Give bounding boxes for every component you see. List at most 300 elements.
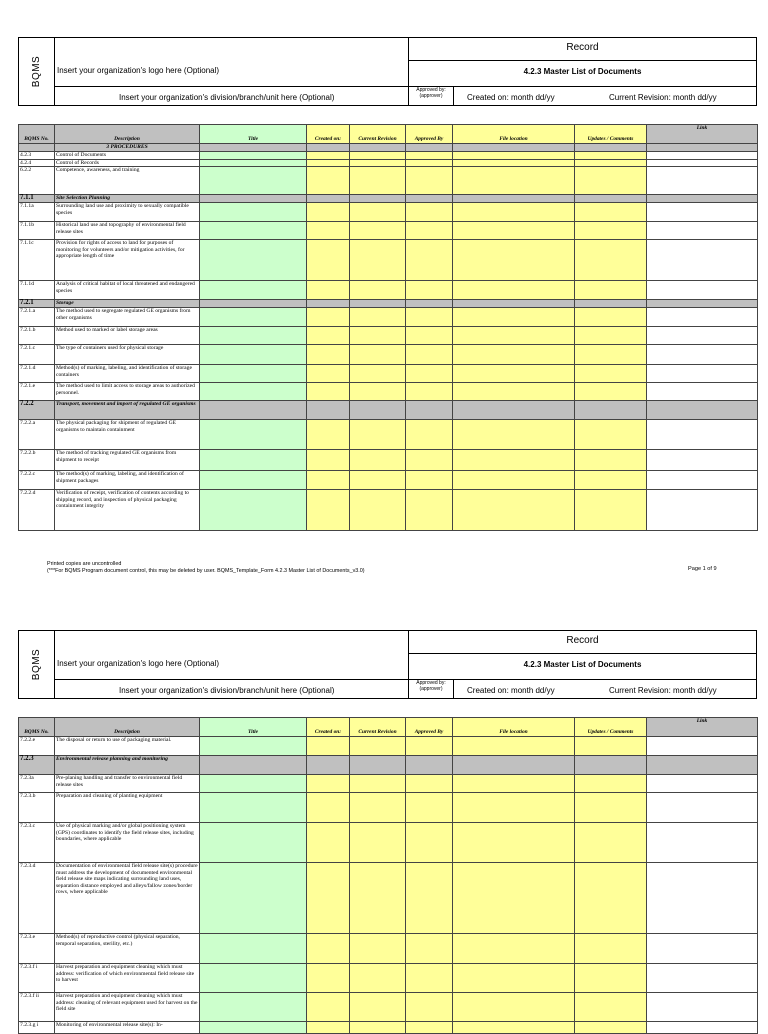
- description-cell: The physical packaging for shipment of regulated GE organisms to maintain containment: [55, 420, 200, 450]
- approved-by-cell[interactable]: [406, 365, 453, 383]
- title-cell[interactable]: [200, 823, 307, 863]
- section-row: [19, 300, 758, 308]
- approved-by-cell[interactable]: [406, 308, 453, 327]
- link-cell[interactable]: [647, 793, 758, 823]
- bqms-number-cell: 6.2.2: [19, 167, 55, 195]
- current-revision-cell[interactable]: [350, 300, 406, 308]
- description-cell: Pre-planing handling and transfer to environmental field release sites: [55, 775, 200, 793]
- title-cell[interactable]: [200, 964, 307, 993]
- updates-comments-cell[interactable]: [575, 144, 647, 152]
- file-location-cell[interactable]: [453, 327, 575, 345]
- updates-comments-header: Updates / Comments: [575, 718, 647, 737]
- approved-by-cell[interactable]: [406, 471, 453, 490]
- table-header-row: [19, 125, 758, 144]
- title-cell[interactable]: [200, 203, 307, 222]
- title-cell[interactable]: [200, 365, 307, 383]
- table-header-row: [19, 718, 758, 737]
- updates-comments-cell[interactable]: [575, 345, 647, 365]
- updates-comments-cell[interactable]: [575, 365, 647, 383]
- current-revision-cell[interactable]: [350, 281, 406, 300]
- current-revision-cell[interactable]: [350, 420, 406, 450]
- description-cell: The method of tracking regulated GE organisms from shipment to receipt: [55, 450, 200, 471]
- current-revision: Current Revision: month dd/yy: [609, 93, 717, 102]
- updates-comments-cell[interactable]: [575, 775, 647, 793]
- file-location-cell[interactable]: [453, 863, 575, 934]
- updates-comments-cell[interactable]: [575, 240, 647, 281]
- updates-comments-cell[interactable]: [575, 222, 647, 240]
- updates-comments-cell[interactable]: [575, 195, 647, 203]
- updates-comments-cell[interactable]: [575, 383, 647, 401]
- division-placeholder: Insert your organization's division/branch/unit here (Optional): [119, 93, 335, 102]
- file-location-cell[interactable]: [453, 793, 575, 823]
- record-label: Record: [566, 42, 599, 53]
- created-on-cell[interactable]: [307, 964, 350, 993]
- description-cell: Method(s) of reproductive control (physical separation, temporal separation, sterility, etc.): [55, 934, 200, 964]
- file-location-header: File location: [453, 718, 575, 737]
- link-cell[interactable]: [647, 281, 758, 300]
- table-row: [19, 167, 758, 195]
- footer-note: [47, 561, 365, 574]
- current-revision-cell[interactable]: [350, 737, 406, 756]
- table-row: [19, 775, 758, 793]
- file-location-cell[interactable]: [453, 756, 575, 775]
- title-cell[interactable]: [200, 308, 307, 327]
- bqms-number-cell: 7.1.1d: [19, 281, 55, 300]
- file-location-cell[interactable]: [453, 383, 575, 401]
- bqms-number-cell: 7.2.2.b: [19, 450, 55, 471]
- updates-comments-cell[interactable]: [575, 863, 647, 934]
- current-revision-cell[interactable]: [350, 167, 406, 195]
- file-location-cell[interactable]: [453, 240, 575, 281]
- file-location-cell[interactable]: [453, 300, 575, 308]
- created-on-cell[interactable]: [307, 756, 350, 775]
- table-row: [19, 420, 758, 450]
- bqms-number-cell: 7.2.1: [19, 300, 55, 308]
- current-revision-cell[interactable]: [350, 345, 406, 365]
- file-location-cell[interactable]: [453, 195, 575, 203]
- file-location-cell[interactable]: [453, 281, 575, 300]
- created-on-cell[interactable]: [307, 934, 350, 964]
- bqms-number-cell: 7.2.1.e: [19, 383, 55, 401]
- title-cell[interactable]: [200, 222, 307, 240]
- description-cell: Analysis of critical habitat of local threatened and endangered species: [55, 281, 200, 300]
- current-revision-cell[interactable]: [350, 471, 406, 490]
- updates-comments-cell[interactable]: [575, 167, 647, 195]
- current-revision-cell[interactable]: [350, 793, 406, 823]
- link-cell[interactable]: [647, 308, 758, 327]
- created-on-cell[interactable]: [307, 793, 350, 823]
- created-on-cell[interactable]: [307, 167, 350, 195]
- file-location-cell[interactable]: [453, 1022, 575, 1034]
- link-cell[interactable]: [647, 365, 758, 383]
- section-row: [19, 756, 758, 775]
- created-on-cell[interactable]: [307, 450, 350, 471]
- section-row: [19, 195, 758, 203]
- file-location-cell[interactable]: [453, 365, 575, 383]
- created-on-cell[interactable]: [307, 203, 350, 222]
- bqms-number-cell: 7.2.2.c: [19, 471, 55, 490]
- link-cell[interactable]: [647, 144, 758, 152]
- description-cell: The method used to segregate regulated GE organisms from other organisms: [55, 308, 200, 327]
- table-row: [19, 222, 758, 240]
- created-on-cell[interactable]: [307, 401, 350, 420]
- approved-by-cell[interactable]: [406, 490, 453, 531]
- title-cell[interactable]: [200, 793, 307, 823]
- current-revision-cell[interactable]: [350, 308, 406, 327]
- approved-by-cell[interactable]: [406, 345, 453, 365]
- approved-by-cell[interactable]: [406, 222, 453, 240]
- master-list-table: [18, 124, 758, 531]
- created-on-cell[interactable]: [307, 863, 350, 934]
- updates-comments-cell[interactable]: [575, 308, 647, 327]
- updates-comments-cell[interactable]: [575, 450, 647, 471]
- title-cell[interactable]: [200, 281, 307, 300]
- title-cell[interactable]: [200, 152, 307, 160]
- link-cell[interactable]: [647, 203, 758, 222]
- updates-comments-cell[interactable]: [575, 823, 647, 863]
- current-revision-cell[interactable]: [350, 327, 406, 345]
- bqms-number-cell: 7.2.2.d: [19, 490, 55, 531]
- created-on-cell[interactable]: [307, 222, 350, 240]
- description-cell: Monitoring of environmental release site(s): In-: [55, 1022, 200, 1034]
- description-cell: Documentation of environmental field release site(s) procedure must address the development of documented environmental field release site maps indicating surrounding land uses, separation distance employed and alleys/fallow zones/border rows, where applicable: [55, 863, 200, 934]
- approved-by-cell[interactable]: [406, 401, 453, 420]
- file-location-cell[interactable]: [453, 450, 575, 471]
- link-cell[interactable]: [647, 863, 758, 934]
- table-row: [19, 365, 758, 383]
- link-cell[interactable]: [647, 345, 758, 365]
- description-cell: Control of Documents: [55, 152, 200, 160]
- created-on-cell[interactable]: [307, 144, 350, 152]
- file-location-cell[interactable]: [453, 934, 575, 964]
- bqms-number-cell: 7.2.2.e: [19, 737, 55, 756]
- file-location-cell[interactable]: [453, 222, 575, 240]
- file-location-cell[interactable]: [453, 203, 575, 222]
- link-cell[interactable]: [647, 240, 758, 281]
- table-row: [19, 281, 758, 300]
- approved-by-cell[interactable]: [406, 420, 453, 450]
- title-cell[interactable]: [200, 863, 307, 934]
- created-on-cell[interactable]: [307, 993, 350, 1022]
- title-cell[interactable]: [200, 327, 307, 345]
- approved-by-cell[interactable]: [406, 281, 453, 300]
- approved-by-cell[interactable]: [406, 203, 453, 222]
- logo-placeholder: Insert your organization's logo here (Optional): [57, 66, 220, 75]
- updates-comments-cell[interactable]: [575, 327, 647, 345]
- title-cell[interactable]: [200, 159, 307, 167]
- link-cell[interactable]: [647, 775, 758, 793]
- table-row: [19, 345, 758, 365]
- updates-comments-cell[interactable]: [575, 401, 647, 420]
- approved-by-cell[interactable]: [406, 756, 453, 775]
- section-row: [19, 401, 758, 420]
- bqms-number-cell: 7.2.1.d: [19, 365, 55, 383]
- description-cell: Method used to marked or label storage areas: [55, 327, 200, 345]
- current-revision-cell[interactable]: [350, 993, 406, 1022]
- table-row: [19, 1022, 758, 1034]
- table-row: [19, 793, 758, 823]
- updates-comments-cell[interactable]: [575, 203, 647, 222]
- table-row: [19, 308, 758, 327]
- description-cell: Environmental release planning and monitoring: [55, 756, 200, 775]
- table-row: [19, 159, 758, 167]
- created-on-cell[interactable]: [307, 281, 350, 300]
- title-cell[interactable]: [200, 934, 307, 964]
- updates-comments-cell[interactable]: [575, 300, 647, 308]
- title-cell[interactable]: [200, 993, 307, 1022]
- description-cell: Use of physical marking and/or global positioning system (GPS) coordinates to identify the field release sites, including boundaries, where applicable: [55, 823, 200, 863]
- link-cell[interactable]: [647, 383, 758, 401]
- approved-by-cell[interactable]: [406, 152, 453, 160]
- created-on-cell[interactable]: [307, 823, 350, 863]
- bqms-no-header: BQMS No.: [19, 718, 55, 737]
- created-on-cell[interactable]: [307, 737, 350, 756]
- file-location-cell[interactable]: [453, 167, 575, 195]
- table-row: [19, 863, 758, 934]
- approved-by-cell[interactable]: [406, 793, 453, 823]
- current-revision-cell[interactable]: [350, 823, 406, 863]
- current-revision-cell[interactable]: [350, 964, 406, 993]
- current-revision-cell[interactable]: [350, 934, 406, 964]
- link-cell[interactable]: [647, 401, 758, 420]
- title-cell[interactable]: [200, 775, 307, 793]
- updates-comments-cell[interactable]: [575, 159, 647, 167]
- file-location-cell[interactable]: [453, 471, 575, 490]
- uncontrolled-note: Printed copies are uncontrolled: [47, 561, 122, 567]
- link-header: Link: [647, 125, 758, 144]
- created-on-cell[interactable]: [307, 327, 350, 345]
- title-cell[interactable]: [200, 1022, 307, 1034]
- bqms-label: BQMS: [19, 38, 55, 105]
- title-cell[interactable]: [200, 345, 307, 365]
- description-cell: Method(s) of marking, labeling, and identification of storage containers: [55, 365, 200, 383]
- link-cell[interactable]: [647, 737, 758, 756]
- current-revision-cell[interactable]: [350, 775, 406, 793]
- approved-by-cell[interactable]: [406, 450, 453, 471]
- file-location-cell[interactable]: [453, 159, 575, 167]
- approved-by-cell[interactable]: [406, 383, 453, 401]
- current-revision-cell[interactable]: [350, 863, 406, 934]
- form-header: [18, 37, 757, 106]
- current-revision-cell[interactable]: [350, 383, 406, 401]
- description-cell: Historical land use and topography of environmental field release sites: [55, 222, 200, 240]
- bqms-number-cell: 7.2.1.a: [19, 308, 55, 327]
- description-cell: Control of Records: [55, 159, 200, 167]
- title-cell[interactable]: [200, 737, 307, 756]
- current-revision-cell[interactable]: [350, 401, 406, 420]
- title-cell[interactable]: [200, 383, 307, 401]
- title-cell[interactable]: [200, 450, 307, 471]
- updates-comments-cell[interactable]: [575, 934, 647, 964]
- link-cell[interactable]: [647, 222, 758, 240]
- description-cell: Surrounding land use and proximity to sexually compatible species: [55, 203, 200, 222]
- updates-comments-cell[interactable]: [575, 737, 647, 756]
- created-on-cell[interactable]: [307, 300, 350, 308]
- logo-placeholder: Insert your organization's logo here (Optional): [57, 659, 220, 668]
- created-on-cell[interactable]: [307, 471, 350, 490]
- link-cell[interactable]: [647, 934, 758, 964]
- table-row: [19, 823, 758, 863]
- approved-by-cell[interactable]: [406, 964, 453, 993]
- file-location-cell[interactable]: [453, 144, 575, 152]
- created-on-cell[interactable]: [307, 775, 350, 793]
- link-cell[interactable]: [647, 490, 758, 531]
- approved-by-cell[interactable]: [406, 240, 453, 281]
- approved-by-cell[interactable]: [406, 300, 453, 308]
- file-location-cell[interactable]: [453, 152, 575, 160]
- current-revision-cell[interactable]: [350, 195, 406, 203]
- updates-comments-cell[interactable]: [575, 964, 647, 993]
- document-title: 4.2.3 Master List of Documents: [523, 67, 642, 76]
- title-cell[interactable]: [200, 167, 307, 195]
- created-on-cell[interactable]: [307, 420, 350, 450]
- bqms-number-cell: 7.2.3a: [19, 775, 55, 793]
- updates-comments-cell[interactable]: [575, 993, 647, 1022]
- updates-comments-cell[interactable]: [575, 420, 647, 450]
- table-row: [19, 993, 758, 1022]
- created-on-cell[interactable]: [307, 365, 350, 383]
- created-on-cell[interactable]: [307, 345, 350, 365]
- link-header: Link: [647, 718, 758, 737]
- description-cell: Transport, movement and import of regulated GE organisms: [55, 401, 200, 420]
- approved-by-cell[interactable]: [406, 823, 453, 863]
- created-on-cell[interactable]: [307, 490, 350, 531]
- current-revision-cell[interactable]: [350, 240, 406, 281]
- file-location-cell[interactable]: [453, 401, 575, 420]
- file-location-cell[interactable]: [453, 420, 575, 450]
- description-cell: The method used to limit access to storage areas to authorized personnel.: [55, 383, 200, 401]
- approved-by-cell[interactable]: [406, 934, 453, 964]
- current-revision-cell[interactable]: [350, 450, 406, 471]
- created-on-header: Created on:: [307, 125, 350, 144]
- bqms-number-cell: 7.2.3.g i: [19, 1022, 55, 1034]
- link-cell[interactable]: [647, 1022, 758, 1034]
- template-note: (***For BQMS Program document control, this may be deleted by user. BQMS_Template_Form 4.2.3 Master List of Documents_v3.0): [47, 567, 365, 574]
- title-cell[interactable]: [200, 490, 307, 531]
- file-location-cell[interactable]: [453, 993, 575, 1022]
- current-revision-header: Current Revision: [350, 718, 406, 737]
- current-revision-cell[interactable]: [350, 159, 406, 167]
- bqms-number-cell: 7.2.3.d: [19, 863, 55, 934]
- title-header: Title: [200, 125, 307, 144]
- current-revision-cell[interactable]: [350, 222, 406, 240]
- approved-by-cell[interactable]: [406, 863, 453, 934]
- table-row: [19, 964, 758, 993]
- created-on-cell[interactable]: [307, 308, 350, 327]
- table-row: [19, 471, 758, 490]
- approved-by-cell[interactable]: [406, 775, 453, 793]
- description-cell: Competence, awareness, and training: [55, 167, 200, 195]
- current-revision-cell[interactable]: [350, 365, 406, 383]
- bqms-number-cell: [19, 144, 55, 152]
- current-revision-cell[interactable]: [350, 203, 406, 222]
- updates-comments-cell[interactable]: [575, 152, 647, 160]
- table-row: [19, 383, 758, 401]
- link-cell[interactable]: [647, 823, 758, 863]
- updates-comments-cell[interactable]: [575, 1022, 647, 1034]
- description-cell: Provision for rights of access to land for purposes of monitoring for volunteers and/or mitigation activities, for appropriate length of time: [55, 240, 200, 281]
- updates-comments-cell[interactable]: [575, 471, 647, 490]
- updates-comments-cell[interactable]: [575, 281, 647, 300]
- current-revision-cell[interactable]: [350, 144, 406, 152]
- approved-by-cell[interactable]: [406, 327, 453, 345]
- title-cell[interactable]: [200, 195, 307, 203]
- created-on-cell[interactable]: [307, 383, 350, 401]
- current-revision: Current Revision: month dd/yy: [609, 686, 717, 695]
- bqms-number-cell: 7.2.1.c: [19, 345, 55, 365]
- approved-by-cell[interactable]: [406, 167, 453, 195]
- title-cell[interactable]: [200, 300, 307, 308]
- created-on-cell[interactable]: [307, 240, 350, 281]
- title-cell[interactable]: [200, 420, 307, 450]
- current-revision-cell[interactable]: [350, 1022, 406, 1034]
- title-cell[interactable]: [200, 240, 307, 281]
- created-on-cell[interactable]: [307, 195, 350, 203]
- updates-comments-cell[interactable]: [575, 490, 647, 531]
- current-revision-cell[interactable]: [350, 490, 406, 531]
- description-cell: Site Selection Planning: [55, 195, 200, 203]
- bqms-number-cell: 7.2.3.f i: [19, 964, 55, 993]
- title-cell[interactable]: [200, 401, 307, 420]
- link-cell[interactable]: [647, 993, 758, 1022]
- file-location-cell[interactable]: [453, 775, 575, 793]
- link-cell[interactable]: [647, 152, 758, 160]
- link-cell[interactable]: [647, 159, 758, 167]
- link-cell[interactable]: [647, 756, 758, 775]
- approved-by-cell[interactable]: [406, 159, 453, 167]
- file-location-cell[interactable]: [453, 823, 575, 863]
- description-cell: Verification of receipt, verification of contents according to shipping record, and inspection of physical packaging containment integrity: [55, 490, 200, 531]
- approved-by-cell[interactable]: [406, 1022, 453, 1034]
- record-label: Record: [566, 635, 599, 646]
- link-cell[interactable]: [647, 300, 758, 308]
- approved-by-cell[interactable]: [406, 195, 453, 203]
- link-cell[interactable]: [647, 167, 758, 195]
- link-cell[interactable]: [647, 420, 758, 450]
- file-location-cell[interactable]: [453, 308, 575, 327]
- link-cell[interactable]: [647, 450, 758, 471]
- file-location-cell[interactable]: [453, 345, 575, 365]
- title-cell[interactable]: [200, 756, 307, 775]
- created-on-cell[interactable]: [307, 1022, 350, 1034]
- approved-by-cell[interactable]: [406, 737, 453, 756]
- current-revision-cell[interactable]: [350, 756, 406, 775]
- link-cell[interactable]: [647, 964, 758, 993]
- updates-comments-cell[interactable]: [575, 756, 647, 775]
- description-cell: Preparation and cleaning of planting equipment: [55, 793, 200, 823]
- updates-comments-cell[interactable]: [575, 793, 647, 823]
- file-location-cell[interactable]: [453, 490, 575, 531]
- current-revision-cell[interactable]: [350, 152, 406, 160]
- file-location-cell[interactable]: [453, 737, 575, 756]
- approved-by-cell[interactable]: [406, 144, 453, 152]
- table-row: [19, 737, 758, 756]
- table-row: [19, 450, 758, 471]
- created-on-cell[interactable]: [307, 159, 350, 167]
- title-cell[interactable]: [200, 144, 307, 152]
- link-cell[interactable]: [647, 471, 758, 490]
- file-location-cell[interactable]: [453, 964, 575, 993]
- link-cell[interactable]: [647, 327, 758, 345]
- title-cell[interactable]: [200, 471, 307, 490]
- approved-by-cell[interactable]: [406, 993, 453, 1022]
- document-title: 4.2.3 Master List of Documents: [523, 660, 642, 669]
- created-on-cell[interactable]: [307, 152, 350, 160]
- bqms-number-cell: 7.1.1a: [19, 203, 55, 222]
- link-cell[interactable]: [647, 195, 758, 203]
- bqms-number-cell: 7.2.3.c: [19, 823, 55, 863]
- document-page-2: [0, 612, 768, 1028]
